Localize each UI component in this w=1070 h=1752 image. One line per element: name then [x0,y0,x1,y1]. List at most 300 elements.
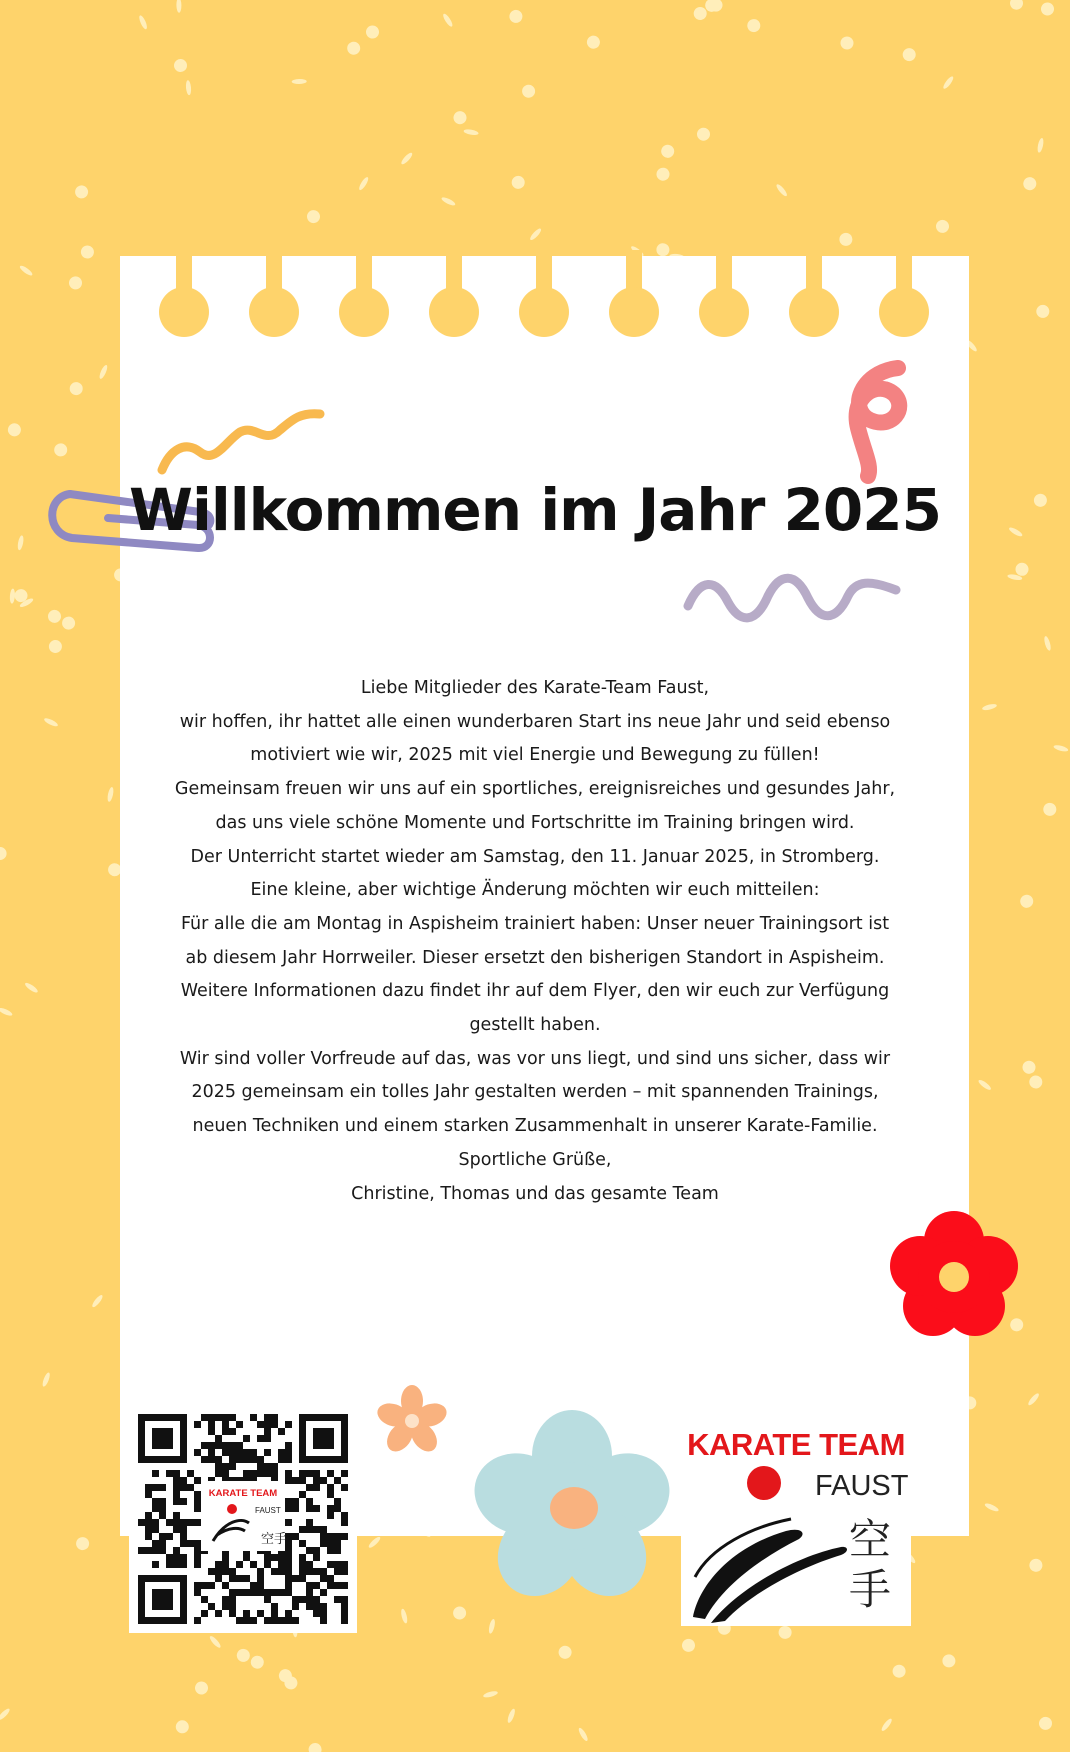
qr-module [341,1470,348,1477]
qr-module [327,1470,334,1477]
orange-squiggle-icon [162,414,320,470]
letter-line: wir hoffen, ihr hattet alle einen wunderbaren Start ins neue Jahr und seid ebenso [179,711,891,732]
qr-module [222,1463,229,1470]
qr-module [180,1484,187,1491]
qr-module [271,1568,278,1575]
letter-line: Liebe Mitglieder des Karate-Team Faust, [360,678,710,698]
qr-module [208,1456,215,1463]
qr-module [208,1428,215,1435]
qr-module [285,1456,292,1463]
qr-module [243,1575,250,1582]
qr-module [327,1582,334,1589]
qr-module [222,1582,229,1589]
qr-module [215,1463,222,1470]
qr-module [152,1519,159,1526]
qr-module [271,1463,278,1470]
qr-module [250,1589,257,1596]
qr-module [257,1582,264,1589]
qr-code[interactable] [129,1405,357,1633]
qr-module [201,1414,208,1421]
qr-module [292,1505,299,1512]
qr-module [271,1617,278,1624]
letter-line: gestellt haben. [469,1015,601,1036]
qr-module [292,1575,299,1582]
qr-module [208,1414,215,1421]
qr-module [292,1498,299,1505]
logo-kanji: 空手 [849,1515,892,1614]
qr-module [285,1449,292,1456]
qr-module [341,1561,348,1568]
qr-module [299,1561,306,1568]
qr-module [201,1582,208,1589]
qr-module [222,1449,229,1456]
qr-finder-pattern [313,1428,334,1449]
qr-module [236,1442,243,1449]
qr-module [236,1456,243,1463]
qr-module [152,1505,159,1512]
qr-module [257,1575,264,1582]
qr-module [306,1519,313,1526]
qr-module [306,1603,313,1610]
qr-module [285,1582,292,1589]
qr-module [299,1568,306,1575]
letter-line: Wir sind voller Vorfreude auf das, was vor uns liegt, und sind uns sicher, dass wir [179,1048,891,1069]
qr-module [159,1547,166,1554]
qr-module [334,1477,341,1484]
letter-line: neuen Techniken und einem starken Zusammenhalt in unserer Karate-Familie. [192,1116,878,1137]
qr-module [299,1575,306,1582]
qr-module [257,1610,264,1617]
qr-module [222,1554,229,1561]
qr-logo-kanji: 空手 [261,1532,288,1547]
logo-subtitle: FAUST [815,1470,909,1502]
qr-module [229,1428,236,1435]
qr-module [313,1526,320,1533]
qr-module [159,1484,166,1491]
qr-module [320,1540,327,1547]
qr-module [264,1470,271,1477]
qr-module [341,1582,348,1589]
red-flower-icon [890,1211,1018,1336]
qr-module [243,1470,250,1477]
qr-module [327,1533,334,1540]
qr-module [180,1519,187,1526]
qr-module [236,1575,243,1582]
qr-module [208,1442,215,1449]
qr-module [278,1617,285,1624]
qr-module [187,1519,194,1526]
qr-module [257,1470,264,1477]
qr-module [222,1568,229,1575]
letter-signoff: Sportliche Grüße, [458,1149,612,1170]
qr-module [222,1603,229,1610]
qr-module [264,1561,271,1568]
qr-module [152,1540,159,1547]
qr-module [320,1477,327,1484]
qr-module [180,1477,187,1484]
qr-module [285,1470,292,1477]
qr-module [327,1484,334,1491]
qr-module [243,1449,250,1456]
qr-module [250,1470,257,1477]
qr-module [180,1526,187,1533]
qr-module [215,1435,222,1442]
qr-module [229,1442,236,1449]
qr-module [152,1470,159,1477]
qr-module [264,1428,271,1435]
qr-module [173,1526,180,1533]
qr-module [145,1547,152,1554]
letter-line: motiviert wie wir, 2025 mit viel Energie und Bewegung zu füllen! [250,745,820,766]
qr-module [166,1561,173,1568]
qr-module [264,1435,271,1442]
qr-module [264,1449,271,1456]
qr-module [215,1442,222,1449]
qr-module [285,1561,292,1568]
qr-module [187,1540,194,1547]
qr-module [341,1603,348,1610]
qr-module [194,1519,201,1526]
qr-module [173,1498,180,1505]
qr-module [145,1512,152,1519]
qr-module [285,1554,292,1561]
qr-module [327,1547,334,1554]
qr-module [243,1589,250,1596]
qr-module [292,1596,299,1603]
qr-module [299,1554,306,1561]
qr-module [236,1561,243,1568]
qr-module [306,1470,313,1477]
qr-module [250,1561,257,1568]
qr-module [194,1540,201,1547]
qr-module [320,1589,327,1596]
qr-module [320,1526,327,1533]
qr-module [222,1421,229,1428]
qr-module [173,1484,180,1491]
letter-line: ab diesem Jahr Horrweiler. Dieser ersetzt den bisherigen Standort in Aspisheim. [185,947,885,968]
qr-module [166,1519,173,1526]
qr-module [278,1561,285,1568]
qr-module [278,1449,285,1456]
qr-module [173,1547,180,1554]
qr-logo-title: KARATE TEAM [208,1488,278,1499]
qr-module [236,1449,243,1456]
qr-module [334,1540,341,1547]
qr-module [264,1414,271,1421]
qr-module [313,1610,320,1617]
letter-line: 2025 gemeinsam ein tolles Jahr gestalten werden – mit spannenden Trainings, [191,1082,879,1103]
qr-module [229,1603,236,1610]
qr-module [285,1519,292,1526]
qr-module [278,1568,285,1575]
qr-module [320,1575,327,1582]
qr-module [180,1554,187,1561]
qr-module [194,1477,201,1484]
qr-module [299,1540,306,1547]
karate-team-logo [681,1407,911,1626]
qr-module [138,1547,145,1554]
qr-module [278,1456,285,1463]
qr-module [257,1463,264,1470]
qr-module [313,1470,320,1477]
qr-module [194,1449,201,1456]
qr-module [194,1617,201,1624]
qr-module [250,1456,257,1463]
qr-module [341,1596,348,1603]
qr-module [159,1540,166,1547]
qr-module [341,1512,348,1519]
page-title: Willkommen im Jahr 2025 [129,476,941,544]
qr-module [285,1547,292,1554]
qr-module [299,1491,306,1498]
qr-module [257,1421,264,1428]
qr-module [145,1484,152,1491]
qr-module [306,1547,313,1554]
qr-module [201,1456,208,1463]
qr-module [257,1589,264,1596]
qr-module [159,1512,166,1519]
orange-flower-icon [374,1385,449,1456]
qr-module [222,1442,229,1449]
qr-module [180,1561,187,1568]
qr-module [334,1582,341,1589]
qr-module [250,1414,257,1421]
logo-title: KARATE TEAM [687,1427,905,1462]
qr-module [208,1568,215,1575]
pink-swirl-icon [857,368,900,476]
qr-module [166,1554,173,1561]
qr-module [285,1617,292,1624]
qr-module [285,1498,292,1505]
qr-module [306,1498,313,1505]
qr-module [236,1421,243,1428]
qr-module [187,1484,194,1491]
qr-module [313,1484,320,1491]
qr-module [327,1540,334,1547]
qr-module [285,1575,292,1582]
qr-module [145,1491,152,1498]
qr-module [243,1435,250,1442]
qr-module [215,1470,222,1477]
qr-module [320,1617,327,1624]
qr-module [264,1589,271,1596]
qr-module [306,1561,313,1568]
qr-module [264,1554,271,1561]
letter-line: Gemeinsam freuen wir uns auf ein sportliches, ereignisreiches und gesundes Jahr, [174,779,896,800]
qr-module [327,1512,334,1519]
qr-module [215,1561,222,1568]
qr-module [173,1470,180,1477]
qr-module [271,1603,278,1610]
blue-flower-icon [464,1410,680,1613]
qr-module [222,1470,229,1477]
qr-finder-pattern [152,1589,173,1610]
qr-module [306,1589,313,1596]
qr-module [222,1414,229,1421]
qr-module [208,1582,215,1589]
qr-module [257,1568,264,1575]
qr-module [313,1505,320,1512]
qr-module [250,1449,257,1456]
qr-module [320,1610,327,1617]
qr-module [313,1603,320,1610]
qr-module [327,1575,334,1582]
qr-module [159,1505,166,1512]
qr-module [229,1414,236,1421]
qr-module [159,1533,166,1540]
qr-module [334,1547,341,1554]
qr-module [229,1596,236,1603]
qr-module [229,1463,236,1470]
qr-module [313,1568,320,1575]
qr-module [152,1561,159,1568]
qr-module [285,1442,292,1449]
letter-signature: Christine, Thomas und das gesamte Team [351,1183,719,1204]
qr-module [215,1568,222,1575]
qr-module [299,1596,306,1603]
qr-module [229,1449,236,1456]
qr-module [278,1589,285,1596]
qr-module [187,1470,194,1477]
qr-module [201,1610,208,1617]
qr-module [194,1582,201,1589]
qr-module [341,1617,348,1624]
qr-module [257,1435,264,1442]
qr-module [152,1547,159,1554]
qr-module [208,1449,215,1456]
purple-squiggle-icon [688,578,896,618]
qr-module [145,1526,152,1533]
qr-module [341,1568,348,1575]
qr-module [341,1610,348,1617]
qr-module [180,1533,187,1540]
qr-module [320,1568,327,1575]
qr-module [229,1456,236,1463]
qr-module [166,1533,173,1540]
qr-module [285,1477,292,1484]
qr-module [229,1589,236,1596]
qr-code-icon [129,1405,357,1633]
qr-module [222,1561,229,1568]
qr-module [152,1484,159,1491]
qr-module [215,1414,222,1421]
qr-module [145,1519,152,1526]
qr-module [222,1428,229,1435]
letter-line: Weitere Informationen dazu findet ihr auf dem Flyer, den wir euch zur Verfügung [180,981,890,1002]
qr-module [271,1421,278,1428]
qr-module [271,1414,278,1421]
qr-module [334,1561,341,1568]
qr-module [313,1547,320,1554]
qr-module [173,1477,180,1484]
qr-module [341,1533,348,1540]
qr-module [173,1561,180,1568]
qr-module [138,1519,145,1526]
qr-module [299,1477,306,1484]
qr-module [299,1526,306,1533]
qr-module [292,1533,299,1540]
qr-module [229,1568,236,1575]
qr-module [194,1498,201,1505]
qr-module [264,1463,271,1470]
qr-module [264,1596,271,1603]
qr-module [264,1617,271,1624]
qr-module [306,1596,313,1603]
qr-module [313,1596,320,1603]
qr-module [334,1498,341,1505]
qr-module [285,1610,292,1617]
qr-module [278,1554,285,1561]
qr-module [271,1589,278,1596]
qr-module [194,1554,201,1561]
qr-module [306,1582,313,1589]
qr-module [166,1470,173,1477]
qr-module [243,1554,250,1561]
qr-module [180,1498,187,1505]
qr-module [292,1617,299,1624]
qr-module [285,1505,292,1512]
qr-module [327,1491,334,1498]
qr-module [292,1477,299,1484]
qr-finder-pattern [152,1428,173,1449]
qr-module [285,1421,292,1428]
welcome-letter [170,672,900,1211]
qr-module [222,1596,229,1603]
qr-module [320,1603,327,1610]
qr-module [271,1554,278,1561]
qr-module [306,1568,313,1575]
qr-module [341,1484,348,1491]
qr-module [194,1491,201,1498]
qr-module [327,1505,334,1512]
qr-module [194,1421,201,1428]
qr-module [173,1491,180,1498]
qr-module [250,1617,257,1624]
qr-module [243,1456,250,1463]
qr-logo-subtitle: FAUST [255,1506,281,1515]
letter-line: Für alle die am Montag in Aspisheim trainiert haben: Unser neuer Trainingsort ist [180,913,890,934]
qr-module [271,1470,278,1477]
qr-module [243,1610,250,1617]
qr-module [334,1568,341,1575]
qr-module [306,1484,313,1491]
qr-module [152,1526,159,1533]
letter-line: das uns viele schöne Momente und Fortschritte im Training bringen wird. [215,812,855,833]
qr-module [145,1533,152,1540]
qr-module [236,1589,243,1596]
qr-module [320,1533,327,1540]
qr-module [215,1456,222,1463]
qr-module [173,1512,180,1519]
qr-module [215,1610,222,1617]
qr-module [173,1519,180,1526]
qr-module [306,1505,313,1512]
qr-module [243,1617,250,1624]
qr-module [334,1596,341,1603]
qr-module [313,1554,320,1561]
qr-module [257,1456,264,1463]
qr-module [334,1505,341,1512]
qr-module [236,1617,243,1624]
qr-module [208,1603,215,1610]
qr-module [271,1610,278,1617]
qr-module [180,1540,187,1547]
qr-module [201,1596,208,1603]
qr-module [327,1561,334,1568]
qr-module [229,1575,236,1582]
qr-module [194,1505,201,1512]
qr-module [208,1421,215,1428]
